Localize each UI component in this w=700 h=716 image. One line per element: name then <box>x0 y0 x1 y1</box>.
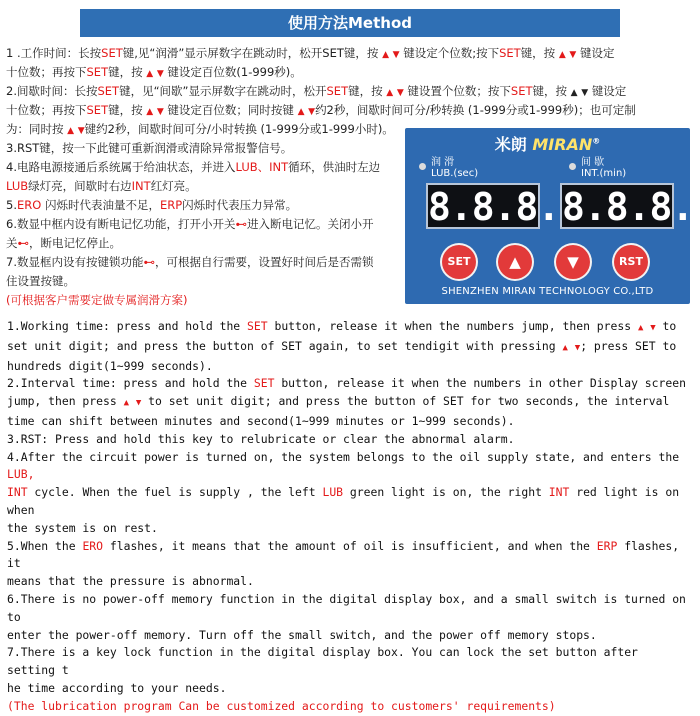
en-line: 2.Interval time: press and hold the SET button, release it when the numbers in other Display screen <box>7 376 686 391</box>
zh-line-12: 7.数显框内设有按键锁功能⊷，可根据自行需要，设置好时间后是否需锁 <box>6 255 374 269</box>
en-line: jump, then press ▲ ▼ to set unit digit; and press the button of SET for two seconds, the interval <box>7 394 670 409</box>
zh-line-9: 5.ERO 闪烁时代表油量不足，ERP闪烁时代表压力异常。 <box>6 198 298 212</box>
int-indicator-led <box>569 163 576 170</box>
up-icon: ▲ <box>562 342 568 353</box>
up-button[interactable]: ▲ <box>498 245 532 279</box>
up-icon: ▲ <box>558 50 566 60</box>
int-label: 间 歇 INT.(min) <box>581 157 627 179</box>
switch-icon: ⊷ <box>235 217 247 231</box>
zh-line-13: 住设置按键。 <box>6 274 75 288</box>
section-header: 使用方法Method <box>80 9 620 37</box>
zh-line-1: 1 .工作时间：长按SET键,见“润滑”显示屏数字在跳动时，松开SET键，按 ▲ ▼ 键设定个位数;按下SET键，按 ▲ ▼ 键设定 <box>6 46 615 60</box>
int-display: 8.8.8. <box>562 185 694 229</box>
zh-line-8: LUB绿灯亮，间歇时右边INT红灯亮。 <box>6 179 197 193</box>
down-icon: ▼ <box>77 126 85 136</box>
zh-line-7: 4.电路电源接通后系统属于给油状态，并进入LUB、INT循环，供油时左边 <box>6 160 381 174</box>
up-icon: ▲ <box>146 107 154 117</box>
zh-line-3: 2.间歇时间：长按SET键，见“间歇”显示屏数字在跳动时，松开SET键，按 ▲ ▼ 键设置个位数；按下SET键，按 ▲ ▼ 键设定 <box>6 84 627 98</box>
down-icon: ▼ <box>308 107 316 117</box>
brand-logo: 米朗 MIRAN® <box>494 135 601 154</box>
en-line: 5.When the ERO flashes, it means that the amount of oil is insufficient, and when the ERP flashes, it <box>7 538 680 571</box>
rst-button[interactable]: RST <box>614 245 648 279</box>
set-button[interactable]: SET <box>442 245 476 279</box>
english-instructions <box>7 318 691 716</box>
down-icon: ▼ <box>156 69 164 79</box>
lub-label: 润 滑 LUB.(sec) <box>431 157 479 179</box>
up-icon: ▲ <box>146 69 154 79</box>
lub-display: 8.8.8. <box>428 185 560 229</box>
up-icon: ▲ <box>570 88 578 98</box>
down-button[interactable]: ▼ <box>556 245 590 279</box>
down-icon: ▼ <box>396 88 404 98</box>
en-line: the system is on rest. <box>7 520 158 535</box>
en-line: 4.After the circuit power is turned on, the system belongs to the oil supply state, and enters the LUB, <box>7 449 680 482</box>
controller-panel <box>405 128 694 304</box>
down-icon: ▼ <box>581 88 589 98</box>
zh-line-4: 十位数；再按下SET键，按 ▲ ▼ 键设定百位数；同时按键 ▲ ▼约2秒，间歇时间可分/秒转换 (1-999分或1-999秒)；也可定制 <box>6 103 636 117</box>
en-line: INT cycle. When the fuel is supply , the left LUB green light is on, the right INT red light is on when <box>7 485 680 517</box>
zh-line-5: 为：同时按 ▲ ▼键约2秒，间歇时间可分/小时转换 (1-999分或1-999小时)。 <box>6 122 394 136</box>
down-icon: ▼ <box>574 342 581 353</box>
up-icon: ▲ <box>297 107 305 117</box>
en-line: means that the pressure is abnormal. <box>7 574 254 589</box>
en-line: 6.There is no power-off memory function in the digital display box, and a small switch is turned on to <box>7 591 686 624</box>
en-line: 7.There is a key lock function in the digital display box. You can lock the set button after setting t <box>7 645 638 678</box>
up-icon: ▲ <box>382 50 389 60</box>
up-icon: ▲ <box>67 126 75 136</box>
en-line: set unit digit; and press the button of SET again, to set tendigit with pressing ▲ ▼; press SET to <box>7 338 677 353</box>
en-line: time can shift between minutes and second(1~999 minutes or 1~999 seconds). <box>7 413 515 428</box>
zh-line-2: 十位数；再按下SET键，按 ▲ ▼ 键设定百位数(1-999秒)。 <box>6 65 302 79</box>
down-icon: ▼ <box>569 50 577 60</box>
down-icon: ▼ <box>392 50 400 60</box>
switch-icon: ⊷ <box>17 236 29 250</box>
up-icon: ▲ <box>123 398 130 409</box>
lub-indicator-led <box>419 163 426 170</box>
switch-icon: ⊷ <box>143 255 155 269</box>
en-line: 1.Working time: press and hold the SET button, release it when the numbers jump, then press ▲ ▼ to <box>7 319 677 333</box>
up-icon: ▲ <box>386 88 394 98</box>
zh-custom-note: (可根据客户需要定做专属润滑方案) <box>6 293 188 307</box>
en-line: 3.RST: Press and hold this key to relubricate or clear the abnormal alarm. <box>7 431 515 446</box>
company-name: SHENZHEN MIRAN TECHNOLOGY CO.,LTD <box>441 286 654 297</box>
en-line: hundreds digit(1~999 seconds). <box>7 358 213 373</box>
zh-line-10: 6.数显中框内设有断电记忆功能，打开小开关⊷进入断电记忆。关闭小开 <box>6 217 374 231</box>
en-line: he time according to your needs. <box>7 680 227 695</box>
en-line: enter the power-off memory. Turn off the small switch, and the power off memory stops. <box>7 627 597 642</box>
zh-line-6: 3.RST键，按一下此键可重新润滑或清除异常报警信号。 <box>6 141 293 155</box>
down-icon: ▼ <box>156 107 164 117</box>
zh-line-11: 关⊷，断电记忆停止。 <box>6 236 121 250</box>
down-icon: ▼ <box>135 398 142 409</box>
up-icon: ▲ <box>637 323 644 333</box>
down-icon: ▼ <box>650 323 656 333</box>
en-custom-note: (The lubrication program Can be customized according to customers' requirements) <box>7 698 556 713</box>
